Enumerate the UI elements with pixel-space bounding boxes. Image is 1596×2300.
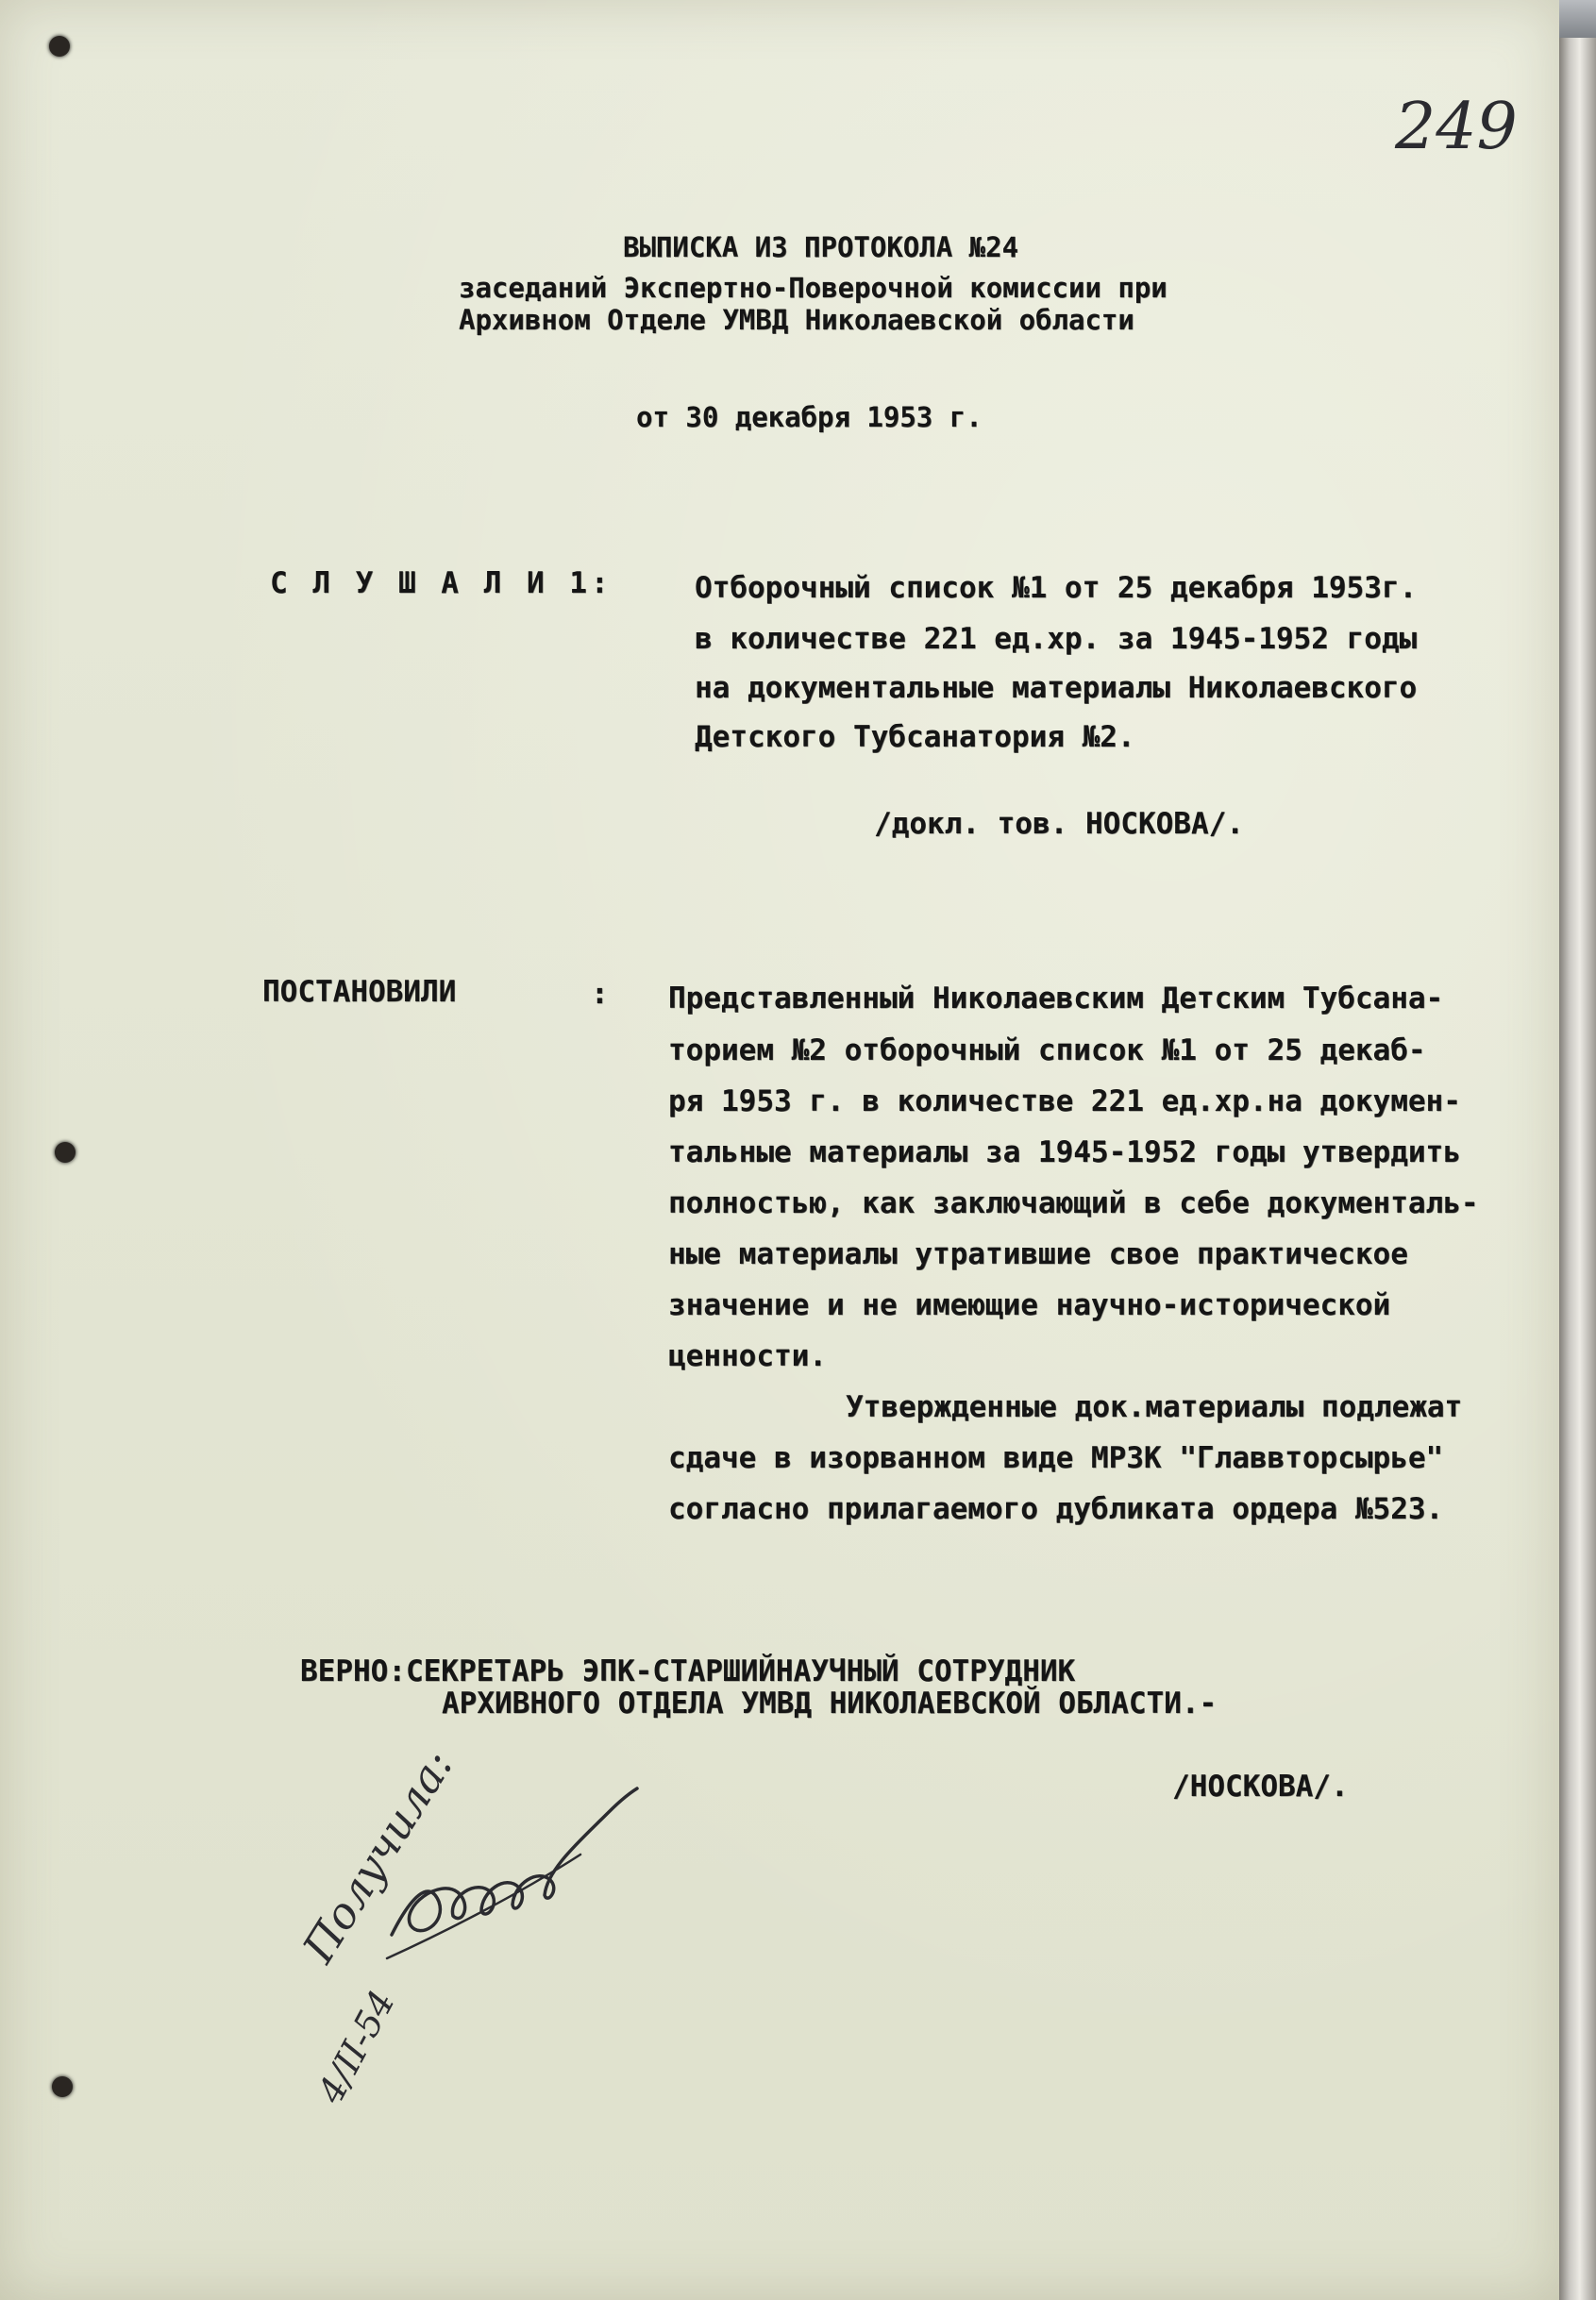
document-date: от 30 декабря 1953 г. xyxy=(636,401,983,433)
background-binder-edge xyxy=(1555,0,1596,2300)
resolved-line-6: ные материалы утратившие свое практическое xyxy=(668,1237,1408,1271)
document-title: ВЫПИСКА ИЗ ПРОТОКОЛА №24 xyxy=(623,231,1019,263)
resolved-line-5: полностью, как заключающий в себе документаль- xyxy=(668,1186,1479,1220)
resolved-line-4: тальные материалы за 1945-1952 годы утвердить xyxy=(668,1135,1461,1169)
resolved-para2-line-3: согласно прилагаемого дубликата ордера №523. xyxy=(668,1492,1444,1526)
heard-line-1: Отборочный список №1 от 25 декабря 1953г. xyxy=(695,571,1418,605)
document-subtitle-2: Архивном Отделе УМВД Николаевской области xyxy=(459,304,1134,336)
heard-line-3: на документальные материалы Николаевского xyxy=(695,671,1418,705)
punch-hole xyxy=(49,36,70,57)
document-subtitle-1: заседаний Экспертно-Поверочной комиссии при xyxy=(459,272,1168,304)
resolved-colon: : xyxy=(591,977,609,1011)
handwritten-received: Получила: xyxy=(293,1740,463,1972)
certification-line-1: ВЕРНО:СЕКРЕТАРЬ ЭПК-СТАРШИЙНАУЧНЫЙ СОТРУДНИК xyxy=(300,1654,1076,1688)
resolved-para2-line-1: Утвержденные док.материалы подлежат xyxy=(846,1390,1463,1424)
page-number: 249 xyxy=(1395,90,1518,164)
heard-reporter: /докл. тов. НОСКОВА/. xyxy=(874,807,1244,841)
handwritten-signature xyxy=(373,1737,647,1973)
heard-line-4: Детского Тубсанатория №2. xyxy=(695,720,1135,754)
handwritten-date: 4/II-54 xyxy=(310,1983,404,2110)
resolved-line-1: Представленный Николаевским Детским Тубсана- xyxy=(668,982,1444,1016)
resolved-line-2: торием №2 отборочный список №1 от 25 декаб- xyxy=(668,1033,1426,1067)
resolved-line-3: ря 1953 г. в количестве 221 ед.хр.на докумен- xyxy=(668,1084,1461,1118)
certification-signer: /НОСКОВА/. xyxy=(1172,1770,1349,1804)
heard-line-2: в количестве 221 ед.хр. за 1945-1952 годы xyxy=(695,622,1418,656)
punch-hole xyxy=(52,2076,73,2097)
heard-label: С Л У Ш А Л И 1: xyxy=(270,566,613,600)
resolved-line-8: ценности. xyxy=(668,1339,827,1373)
resolved-para2-line-2: сдаче в изорванном виде МРЗК "Главвторсырье" xyxy=(668,1441,1444,1475)
resolved-line-7: значение и не имеющие научно-исторической xyxy=(668,1288,1391,1322)
punch-hole xyxy=(55,1142,76,1163)
certification-line-2: АРХИВНОГО ОТДЕЛА УМВД НИКОЛАЕВСКОЙ ОБЛАСТИ.- xyxy=(442,1687,1218,1721)
resolved-label: ПОСТАНОВИЛИ xyxy=(262,975,457,1009)
